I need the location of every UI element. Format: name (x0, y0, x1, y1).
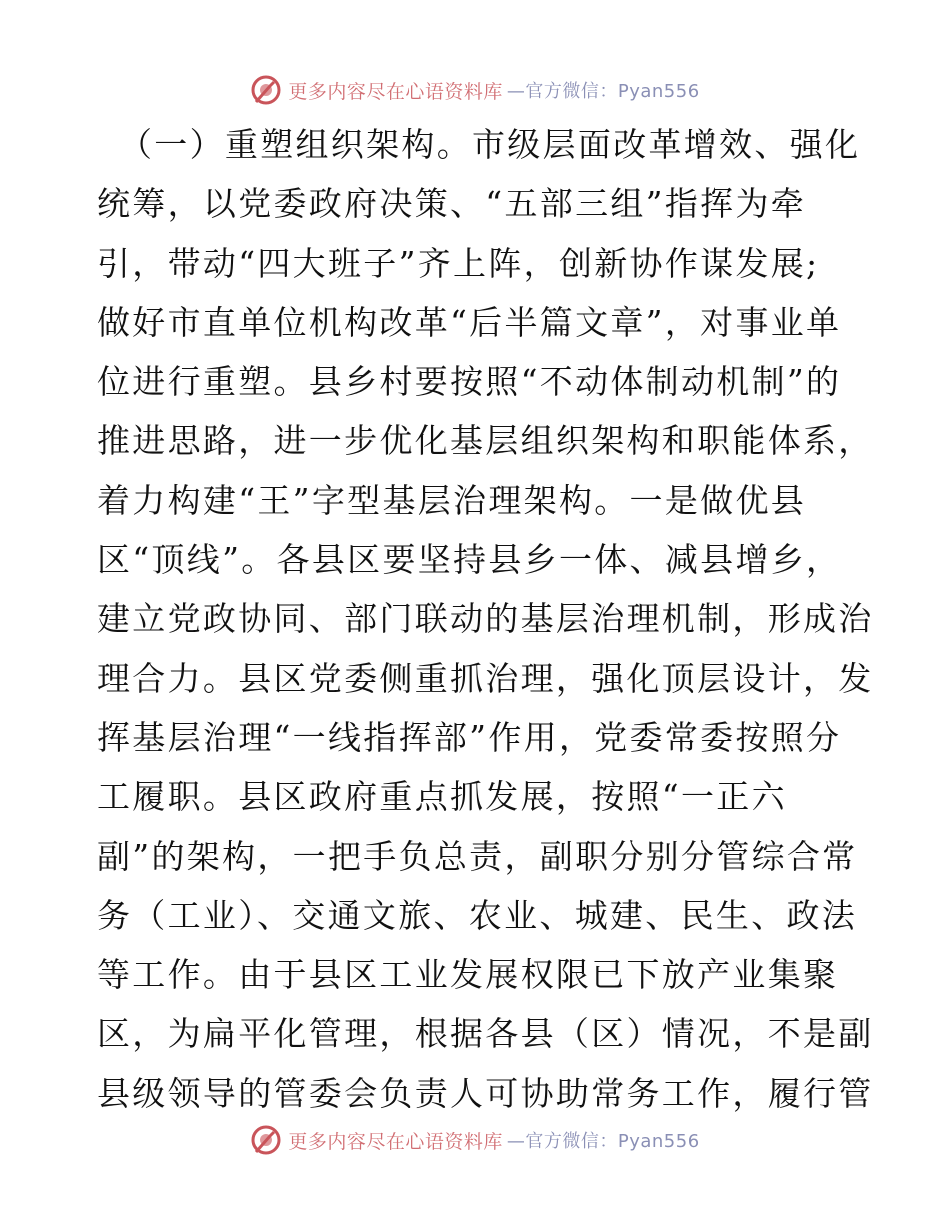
watermark-text: 更多内容尽在心语资料库 (288, 1130, 503, 1153)
body-line: 区“顶线”。各县区要坚持县乡一体、减县增乡， (97, 540, 842, 580)
document-body (97, 115, 874, 1123)
body-line: 区，为扁平化管理，根据各县（区）情况，不是副 (97, 1014, 874, 1054)
body-line: 等工作。由于县区工业发展权限已下放产业集聚 (97, 955, 839, 995)
pen-circle-logo-icon (250, 1124, 282, 1156)
body-line: （一）重塑组织架构。市级层面改革增效、强化 (119, 125, 861, 164)
body-line: 挥基层治理“一线指挥部”作用，党委常委按照分 (97, 717, 842, 757)
body-line: 统筹，以党委政府决策、“五部三组”指挥为牵 (97, 184, 807, 224)
body-line: 着力构建“王”字型基层治理架构。一是做优县 (97, 480, 807, 520)
body-line: 引，带动“四大班子”齐上阵，创新协作谋发展; (97, 243, 820, 283)
pen-circle-logo-icon (250, 74, 282, 106)
watermark-contact: —官方微信：Pyan556 (506, 1131, 700, 1152)
body-line: 工履职。县区政府重点抓发展，按照“一正六 (97, 777, 787, 817)
body-line: 位进行重塑。县乡村要按照“不动体制动机制”的 (97, 362, 842, 402)
body-line: 做好市直单位机构改革“后半篇文章”，对事业单 (97, 302, 842, 342)
watermark-contact: —官方微信：Pyan556 (506, 81, 700, 102)
body-line: 推进思路，进一步优化基层组织架构和职能体系， (97, 421, 874, 461)
body-line: 理合力。县区党委侧重抓治理，强化顶层设计，发 (97, 658, 874, 698)
body-line: 县级领导的管委会负责人可协助常务工作，履行管 (97, 1073, 874, 1113)
body-line: 务（工业）、交通文旅、农业、城建、民生、政法 (97, 895, 858, 935)
watermark-text: 更多内容尽在心语资料库 (288, 80, 503, 103)
header-watermark (0, 70, 950, 110)
body-line: 副”的架构，一把手负总责，副职分别分管综合常 (97, 836, 858, 876)
footer-watermark (0, 1120, 950, 1160)
body-line: 建立党政协同、部门联动的基层治理机制，形成治 (97, 599, 874, 639)
